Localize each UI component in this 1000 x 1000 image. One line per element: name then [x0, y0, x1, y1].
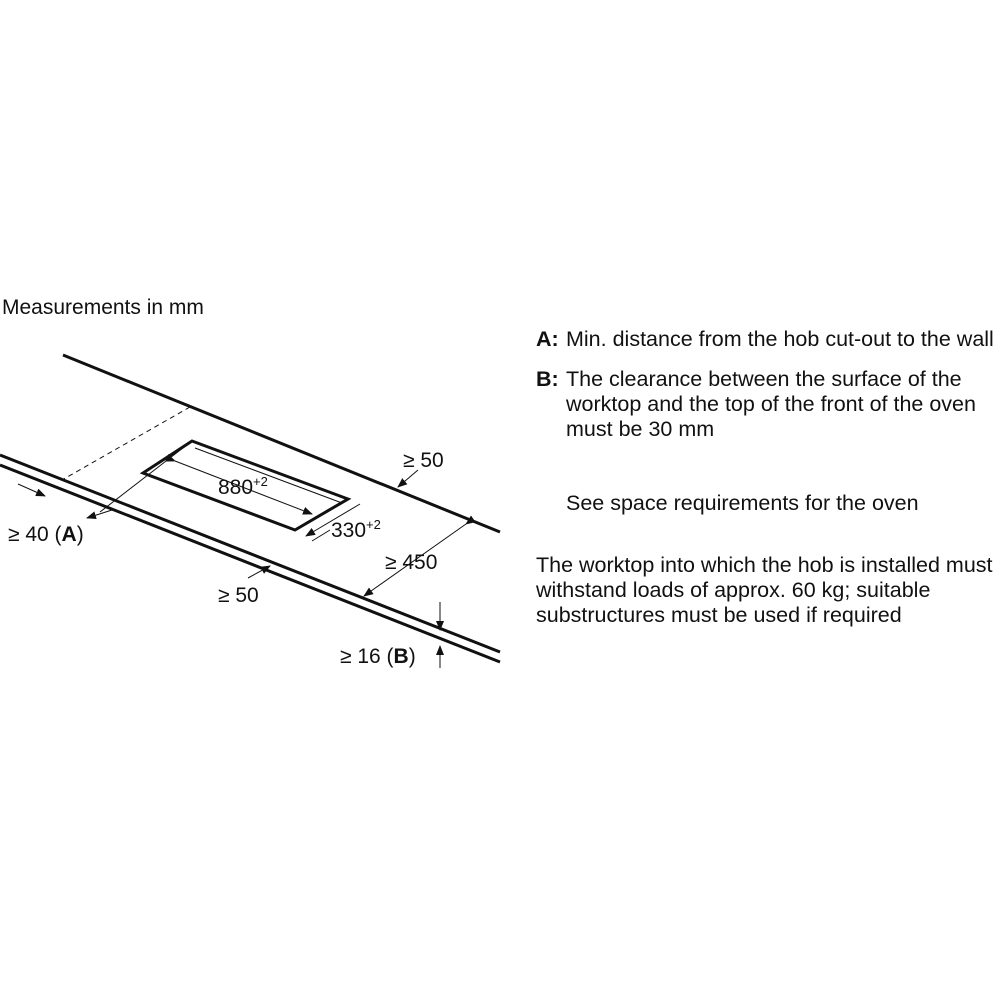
dist-a-label: ≥ 40 (A) [8, 523, 84, 546]
cutout-width-arrow-2 [312, 530, 330, 541]
note-load [536, 553, 1000, 628]
page-title: Measurements in mm [2, 296, 204, 319]
cutout-width-label: $330^{+2}$ [331, 517, 381, 542]
dist-a-arrow-right [87, 510, 112, 518]
back-clearance-arrow [398, 470, 418, 487]
note-b-text: The clearance between the surface of the worktop and the top of the front of the oven must be 30 mm [566, 367, 976, 441]
note-b-key: B: [536, 367, 559, 391]
depth-clearance-label: ≥ 450 [385, 551, 438, 574]
note-a-key: A: [536, 327, 559, 351]
note-load-text: The worktop into which the hob is installed must withstand loads of approx. 60 kg; suitable substructures must be used if required [536, 553, 993, 627]
note-a [536, 327, 1000, 352]
installation-diagram [0, 320, 520, 700]
legend-notes [536, 327, 1000, 628]
side-clearance-label: ≥ 50 [218, 584, 259, 607]
note-oven-space [536, 491, 1000, 516]
dist-a-arrow-left [18, 484, 45, 496]
back-clearance-label: ≥ 50 [403, 449, 444, 472]
note-b [536, 367, 1000, 442]
dist-b-label: ≥ 16 (B) [340, 645, 416, 668]
cutout-length-label: $880^{+2}$ [218, 474, 268, 499]
wall-reference-line [62, 407, 190, 480]
note-oven-space-text: See space requirements for the oven [566, 491, 919, 515]
note-a-text: Min. distance from the hob cut-out to the wall [566, 327, 994, 351]
